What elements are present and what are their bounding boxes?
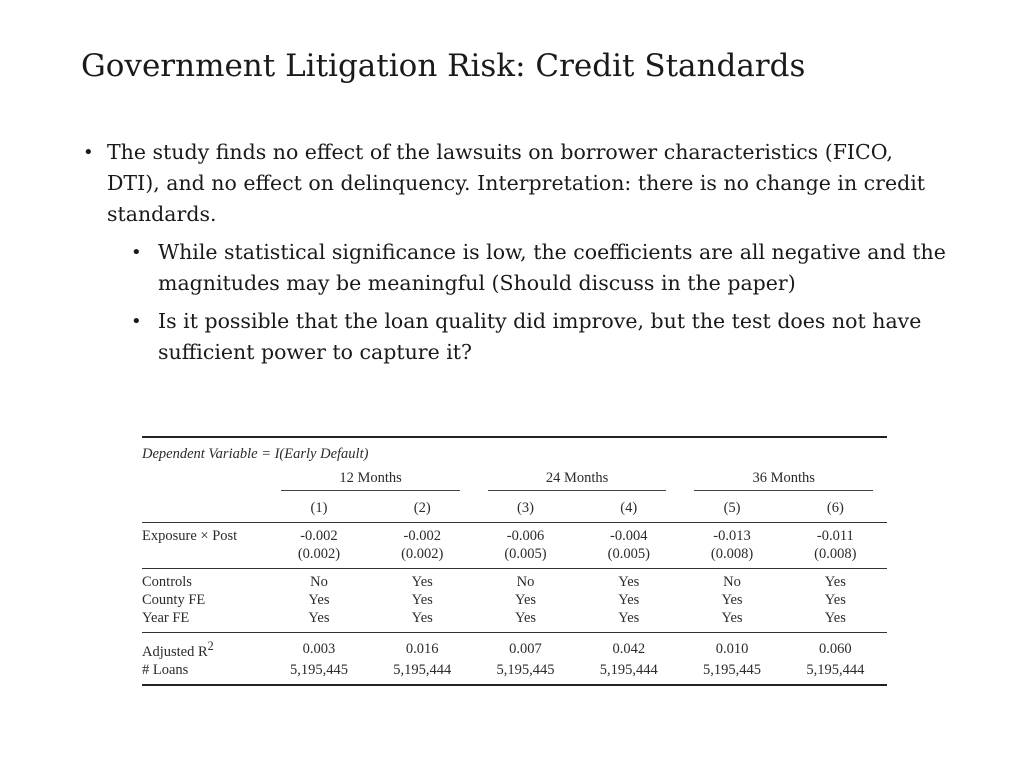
group-header: 24 Months <box>474 466 681 494</box>
table-cell: Yes <box>371 569 474 592</box>
row-label: Year FE <box>142 610 190 626</box>
row-label: Adjusted $R^2$ <box>142 633 267 661</box>
table-column-number-row <box>142 494 887 523</box>
table-row <box>142 569 887 592</box>
table-cell: 5,195,445 <box>496 661 555 678</box>
bullet-text: The study finds no effect of the lawsuits on borrower characteristics (FICO, DTI), and no effect on delinquency. Interpretation: there is no change in credit standards. <box>107 140 925 226</box>
table-cell: 5,195,444 <box>393 661 452 678</box>
table-cell: Yes <box>514 610 537 626</box>
column-header: (1) <box>310 500 328 516</box>
std-error-cell: (0.008) <box>710 546 754 562</box>
table-cell: Yes <box>721 592 743 608</box>
group-header: 12 Months <box>267 466 474 494</box>
coefficient-cell: -0.013 <box>680 523 783 546</box>
table-cell: No <box>680 569 783 592</box>
table-cell: Yes <box>577 569 680 592</box>
table-cell: 0.010 <box>680 633 783 661</box>
coefficient-cell: -0.011 <box>784 523 887 546</box>
row-label: County FE <box>142 592 206 608</box>
std-error-cell: (0.005) <box>607 546 650 562</box>
table-cell: 0.042 <box>577 633 680 661</box>
regression-table <box>142 436 887 686</box>
table-cell: Yes <box>308 592 330 608</box>
table-caption-row <box>142 437 887 466</box>
row-label: # Loans <box>142 661 189 678</box>
sub-bullet-item <box>81 306 951 368</box>
column-header: (3) <box>517 500 534 516</box>
table-row <box>142 523 887 546</box>
std-error-cell: (0.002) <box>401 546 444 562</box>
bullet-text: While statistical significance is low, the coefficients are all negative and the magnitudes may be meaningful (Should discuss in the paper) <box>158 240 946 295</box>
slide-title: Government Litigation Risk: Credit Standards <box>81 48 806 84</box>
bullet-item <box>81 137 951 230</box>
table-cell: Yes <box>784 569 887 592</box>
bullet-dot-icon: • <box>83 142 94 163</box>
table-cell: 0.060 <box>784 633 887 661</box>
table-row <box>142 609 887 633</box>
table-row <box>142 633 887 661</box>
bullet-text: Is it possible that the loan quality did improve, but the test does not have sufficient power to capture it? <box>158 309 922 364</box>
table-cell: Yes <box>411 610 433 626</box>
table-cell: No <box>474 569 577 592</box>
table-cell: Yes <box>618 610 640 626</box>
table-cell: 5,195,444 <box>599 661 658 678</box>
table-row <box>142 591 887 609</box>
column-header: (6) <box>826 500 844 516</box>
table-cell: Yes <box>308 610 330 626</box>
row-label: Exposure × Post <box>142 523 267 546</box>
sub-bullet-item <box>81 237 951 299</box>
table-row <box>142 661 887 685</box>
column-header: (5) <box>723 500 741 516</box>
table-cell: Yes <box>618 592 640 608</box>
bullet-list <box>81 137 951 368</box>
table-row <box>142 545 887 569</box>
table-cell: 0.007 <box>474 633 577 661</box>
std-error-cell: (0.008) <box>814 546 857 562</box>
table-cell: 5,195,445 <box>289 661 348 678</box>
table-group-header-row <box>142 466 887 494</box>
coefficient-cell: -0.006 <box>474 523 577 546</box>
table-cell: 0.003 <box>267 633 370 661</box>
table-cell: Yes <box>411 592 433 608</box>
group-header: 36 Months <box>680 466 887 494</box>
table-cell: Yes <box>824 610 846 626</box>
coefficient-cell: -0.002 <box>267 523 370 546</box>
table-cell: No <box>267 569 370 592</box>
row-label: Controls <box>142 569 267 592</box>
table-cell: Yes <box>721 610 743 626</box>
table-cell: 5,195,444 <box>806 661 865 678</box>
coefficient-cell: -0.004 <box>577 523 680 546</box>
column-header: (4) <box>620 500 638 516</box>
table-cell: Yes <box>824 592 846 608</box>
bullet-dot-icon: • <box>131 311 142 332</box>
column-header: (2) <box>413 500 431 516</box>
bullet-dot-icon: • <box>131 242 142 263</box>
std-error-cell: (0.002) <box>297 546 341 562</box>
std-error-cell: (0.005) <box>504 546 547 562</box>
table-cell: 0.016 <box>371 633 474 661</box>
table-cell: 5,195,445 <box>703 661 762 678</box>
coefficient-cell: -0.002 <box>371 523 474 546</box>
table-caption: Dependent Variable = I(Early Default) <box>142 446 369 462</box>
table-cell: Yes <box>514 592 537 608</box>
